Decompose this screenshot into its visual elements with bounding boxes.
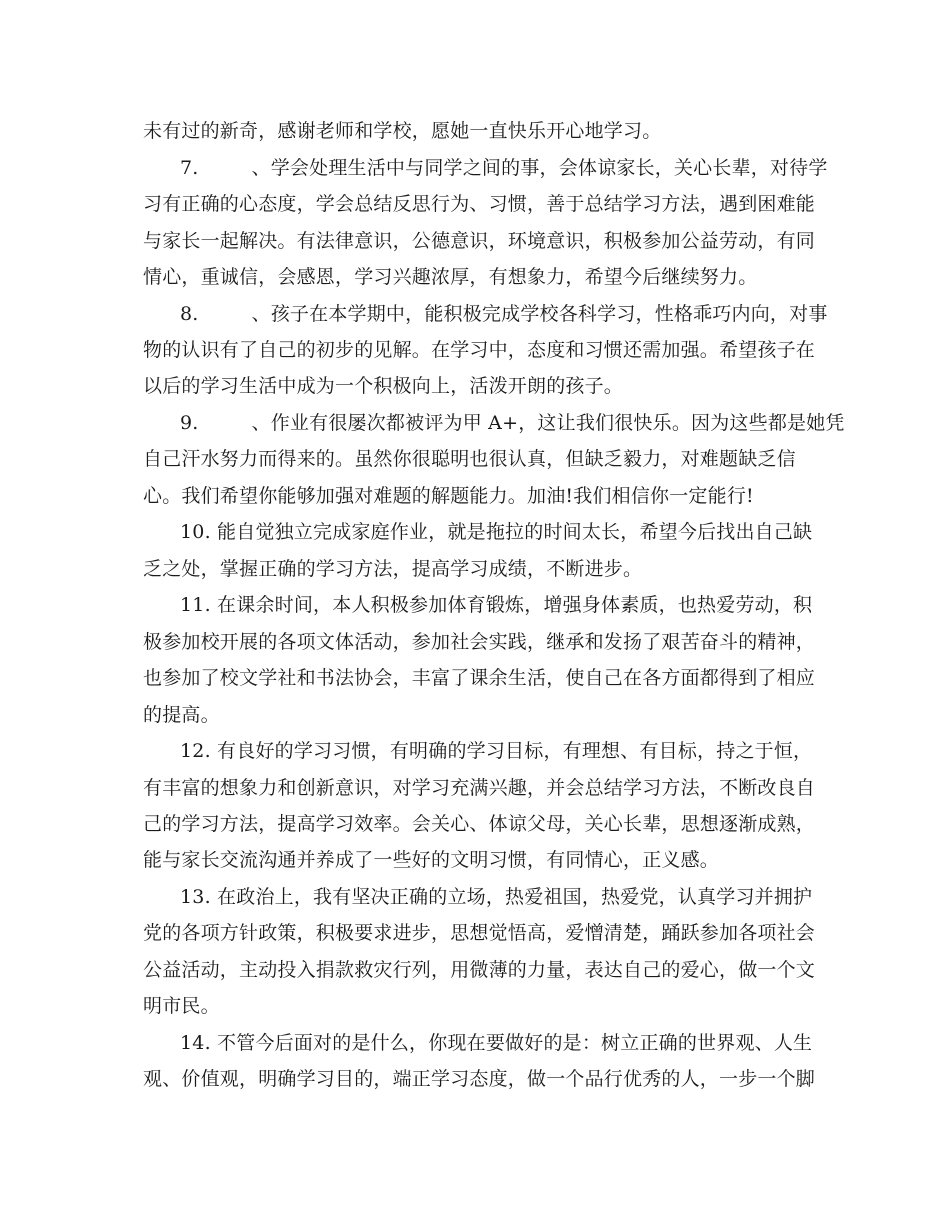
item-text: 、学会处理生活中与同学之间的事，会体谅家长，关心长辈，对待学: [251, 157, 828, 179]
text-line: 以后的学习生活中成为一个积极向上，活泼开朗的孩子。: [143, 375, 624, 397]
text-line: 自己汗水努力而得来的。虽然你很聪明也很认真，但缺乏毅力，对难题缺乏信: [143, 448, 796, 470]
text-line: 物的认识有了自己的初步的见解。在学习中，态度和习惯还需加强。希望孩子在: [143, 339, 816, 361]
item-text: 、作业有很屡次都被评为甲 A+，这让我们很快乐。因为这些都是她凭: [251, 412, 845, 434]
text-line: 情心，重诚信，会感恩，学习兴趣浓厚，有想象力，希望今后继续努力。: [143, 266, 758, 288]
text-line: 公益活动，主动投入捐款救灾行列，用微薄的力量，表达自己的爱心，做一个文: [143, 959, 816, 981]
list-item-9-first-line: [180, 411, 845, 435]
text-line: 未有过的新奇，感谢老师和学校，愿她一直快乐开心地学习。: [143, 120, 662, 142]
text-line: 与家长一起解决。有法律意识，公德意识，环境意识，积极参加公益劳动，有同: [143, 230, 816, 252]
text-line: 党的各项方针政策，积极要求进步，思想觉悟高，爱憎清楚，踊跃参加各项社会: [143, 922, 816, 944]
item-text: 、孩子在本学期中，能积极完成学校各科学习，性格乖巧内向，对事: [251, 303, 828, 325]
text-line: 有丰富的想象力和创新意识，对学习充满兴趣，并会总结学习方法，不断改良自: [143, 777, 816, 799]
list-item-7-first-line: [180, 156, 828, 180]
list-item-12-first-line: 12. 有良好的学习习惯，有明确的学习目标，有理想、有目标，持之于恒，: [180, 740, 813, 762]
text-line: 的提高。: [143, 704, 220, 726]
item-number: 8.: [180, 303, 199, 325]
text-line: 能与家长交流沟通并养成了一些好的文明习惯，有同情心，正义感。: [143, 849, 720, 871]
text-line: 明市民。: [143, 995, 220, 1017]
text-line: 己的学习方法，提高学习效率。会关心、体谅父母，关心长辈，思想逐渐成熟，: [143, 813, 816, 835]
text-line: 心。我们希望你能够加强对难题的解题能力。加油!我们相信你一定能行!: [143, 485, 754, 507]
text-line: 乏之处，掌握正确的学习方法，提高学习成绩，不断进步。: [143, 558, 643, 580]
text-line: 观、价值观，明确学习目的，端正学习态度，做一个品行优秀的人，一步一个脚: [143, 1068, 816, 1090]
list-item-11-first-line: 11. 在课余时间，本人积极参加体育锻炼，增强身体素质，也热爱劳动，积: [180, 594, 813, 616]
list-item-14-first-line: 14. 不管今后面对的是什么，你现在要做好的是：树立正确的世界观、人生: [180, 1032, 813, 1054]
list-item-10-first-line: 10. 能自觉独立完成家庭作业，就是拖拉的时间太长，希望今后找出自己缺: [180, 521, 813, 543]
text-line: 习有正确的心态度，学会总结反思行为、习惯，善于总结学习方法，遇到困难能: [143, 193, 816, 215]
text-line: 也参加了校文学社和书法协会，丰富了课余生活，使自己在各方面都得到了相应: [143, 667, 816, 689]
list-item-8-first-line: [180, 302, 828, 326]
item-number: 9.: [180, 412, 199, 434]
text-line: 极参加校开展的各项文体活动，参加社会实践，继承和发扬了艰苦奋斗的精神，: [143, 631, 816, 653]
list-item-13-first-line: 13. 在政治上，我有坚决正确的立场，热爱祖国，热爱党，认真学习并拥护: [180, 886, 813, 908]
item-number: 7.: [180, 157, 199, 179]
